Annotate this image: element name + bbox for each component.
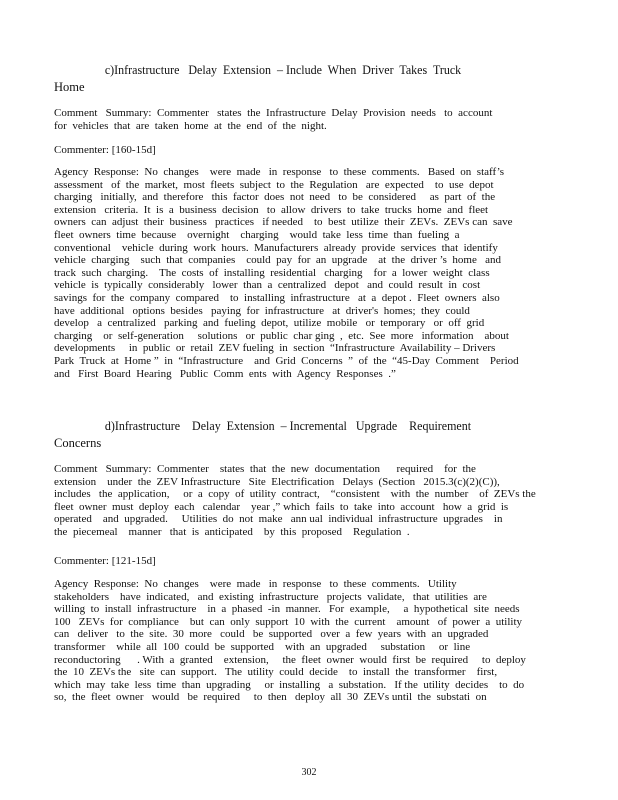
section-heading-c <box>54 62 544 96</box>
agency-response-c-line: fleet owners time because overnight charging would take less time than fueling a <box>54 228 460 241</box>
agency-response-c-line: Park Truck at Home ” in “Infrastructure and Grid Concerns ” of the “45-Day Comment Period <box>54 354 519 367</box>
agency-response-c-line: track such charging. The costs of installing residential charging for a lower weight class <box>54 266 490 279</box>
comment-summary-d-line: includes the application, or a copy of utility contract, “consistent with the number of ZEVs the <box>54 488 536 501</box>
comment-summary-c <box>54 107 554 132</box>
section-heading-c-line1: c)Infrastructure Delay Extension – Include When Driver Takes Truck <box>104 63 462 77</box>
agency-response-c-line: develop a centralized parking and fueling depot, utilize mobile or temporary or off grid <box>54 317 485 330</box>
agency-response-d <box>54 578 554 704</box>
agency-response-c-line: developments in public or retail ZEV fueling in section “Infrastructure Availability – Drivers <box>54 342 496 355</box>
page-number: 302 <box>301 767 317 778</box>
agency-response-d-line: Agency Response: No changes were made in response to these comments. Utility <box>54 578 457 590</box>
comment-summary-d <box>54 463 554 539</box>
agency-response-d-line: reconductoring . With a granted extension, the fleet owner would first be required to deploy <box>54 653 526 666</box>
agency-response-d-line: which may take less time than upgrading or installing a substation. If the utility decides to do <box>54 678 525 691</box>
comment-summary-c-line: Comment Summary: Commenter states the Infrastructure Delay Provision needs to account <box>54 107 493 119</box>
section-heading-c-line2: Home <box>54 80 85 94</box>
comment-summary-d-line: operated and upgraded. Utilities do not make ann ual individual infrastructure upgrades in <box>54 513 503 526</box>
agency-response-d-line: the 10 ZEVs the site can support. The utility could decide to install the transformer first, <box>54 666 498 679</box>
agency-response-c-line: have additional options besides paying for infrastructure at driver's homes; they could <box>54 304 470 317</box>
comment-summary-d-line: the piecemeal manner that is anticipated by this proposed Regulation . <box>54 525 410 538</box>
agency-response-c-line: assessment of the market, most fleets subject to the Regulation are expected to use depot <box>54 178 494 191</box>
agency-response-d-line: 100 ZEVs for compliance but can only support 10 with the current amount of power a utility <box>54 615 523 628</box>
agency-response-c-line: conventional vehicle during work hours. Manufacturers already provide services that identify <box>54 241 498 254</box>
commenter-c: Commenter: [160-15d] <box>54 144 156 156</box>
agency-response-c-line: owners can adjust their business practices if needed to best utilize their ZEVs. ZEVs can save <box>54 216 513 229</box>
agency-response-c-line: vehicle is typically considerably lower than a centralized depot and could result in cost <box>54 279 481 292</box>
section-heading-d-line2: Concerns <box>54 436 102 450</box>
agency-response-c-line: Agency Response: No changes were made in response to these comments. Based on staff’s <box>54 166 505 178</box>
agency-response-c-line: charging initially, and therefore this factor does not need to be considered as part of the <box>54 191 496 204</box>
comment-summary-d-line: extension under the ZEV Infrastructure Site Electrification Delays (Section 2015.3(c)(2)(C)), <box>54 475 500 488</box>
agency-response-d-line: transformer while all 100 could be supported with an upgraded substation or line <box>54 640 471 653</box>
section-heading-d-line1: d)Infrastructure Delay Extension – Incremental Upgrade Requirement <box>104 419 472 433</box>
comment-summary-d-line: fleet owner must deploy each calendar year ,” which fails to take into account how a grid is <box>54 500 509 513</box>
agency-response-c-line: and First Board Hearing Public Comm ents with Agency Responses .” <box>54 367 396 380</box>
comment-summary-d-line: Comment Summary: Commenter states that the new documentation required for the <box>54 463 476 475</box>
agency-response-d-line: willing to install infrastructure in a phased -in manner. For example, a hypothetical site needs <box>54 603 520 616</box>
comment-summary-c-line: for vehicles that are taken home at the end of the night. <box>54 119 327 132</box>
agency-response-c-line: charging or self-generation solutions or public char ging , etc. See more information about <box>54 329 509 342</box>
section-heading-d <box>54 418 544 452</box>
agency-response-d-line: can deliver to the site. 30 more could be supported over a few years with an upgraded <box>54 628 489 641</box>
agency-response-c-line: savings for the company compared to installing infrastructure at a depot . Fleet owners also <box>54 291 500 304</box>
agency-response-c-line: vehicle charging such that companies could pay for an upgrade at the driver ’s home and <box>54 254 501 267</box>
commenter-d: Commenter: [121-15d] <box>54 555 156 567</box>
agency-response-d-line: stakeholders have indicated, and existing infrastructure projects validate, that utilities are <box>54 590 487 603</box>
agency-response-d-line: so, the fleet owner would be required to then deploy all 30 ZEVs until the substati on <box>54 691 487 704</box>
agency-response-c <box>54 166 554 380</box>
agency-response-c-line: extension criteria. It is a business decision to allow drivers to take trucks home and fleet <box>54 203 489 216</box>
